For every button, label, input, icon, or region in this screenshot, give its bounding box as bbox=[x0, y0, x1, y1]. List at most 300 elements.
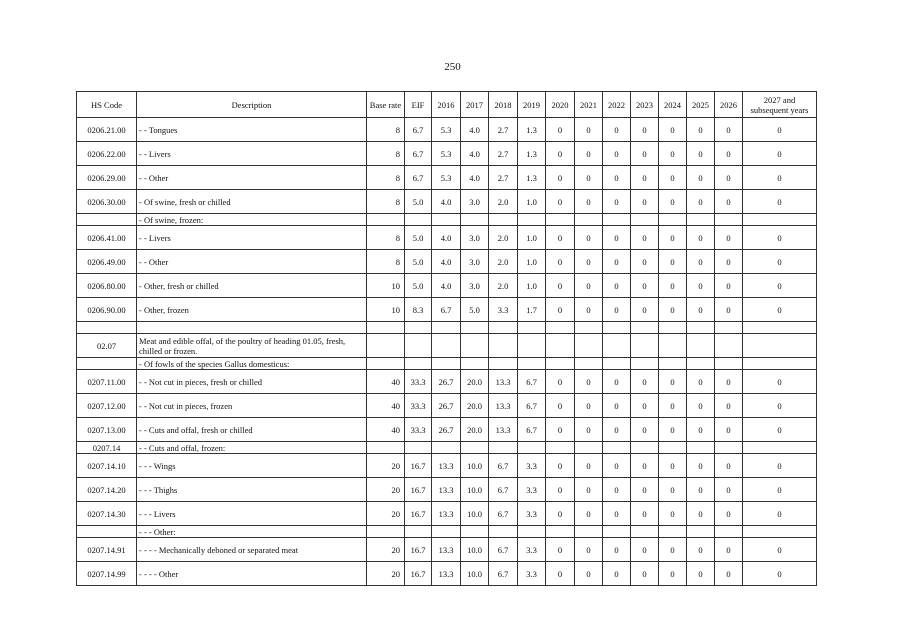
rate-cell: 0 bbox=[546, 118, 575, 142]
rate-cell: 0 bbox=[687, 274, 715, 298]
rate-cell: 0 bbox=[546, 370, 575, 394]
rate-cell: 33.3 bbox=[405, 370, 432, 394]
rate-cell: 0 bbox=[546, 250, 575, 274]
rate-cell bbox=[715, 334, 743, 358]
rate-cell: 0 bbox=[743, 142, 817, 166]
rate-cell: 0 bbox=[631, 250, 659, 274]
rate-cell: 0 bbox=[631, 370, 659, 394]
rate-cell: 0 bbox=[687, 142, 715, 166]
rate-cell: 0 bbox=[715, 118, 743, 142]
column-header: 2023 bbox=[631, 92, 659, 118]
rate-cell: 0 bbox=[631, 418, 659, 442]
column-header: 2020 bbox=[546, 92, 575, 118]
rate-cell bbox=[461, 214, 489, 226]
rate-cell: 0 bbox=[546, 394, 575, 418]
rate-cell: 0 bbox=[687, 166, 715, 190]
base-rate-cell: 20 bbox=[367, 478, 405, 502]
column-header: 2026 bbox=[715, 92, 743, 118]
rate-cell: 4.0 bbox=[461, 166, 489, 190]
base-rate-cell: 40 bbox=[367, 418, 405, 442]
rate-cell: 0 bbox=[715, 478, 743, 502]
rate-cell: 0 bbox=[659, 418, 687, 442]
table-row bbox=[77, 226, 817, 250]
rate-cell: 0 bbox=[715, 250, 743, 274]
rate-cell: 0 bbox=[743, 454, 817, 478]
rate-cell: 0 bbox=[743, 478, 817, 502]
rate-cell bbox=[546, 334, 575, 358]
rate-cell: 6.7 bbox=[489, 502, 518, 526]
rate-cell: 0 bbox=[575, 226, 603, 250]
rate-cell: 0 bbox=[687, 562, 715, 586]
rate-cell: 26.7 bbox=[432, 418, 461, 442]
rate-cell: 16.7 bbox=[405, 502, 432, 526]
rate-cell: 0 bbox=[603, 226, 631, 250]
blank-row bbox=[77, 322, 817, 334]
rate-cell: 4.0 bbox=[461, 142, 489, 166]
rate-cell: 0 bbox=[546, 454, 575, 478]
description-cell: - - - - Mechanically deboned or separated meat bbox=[137, 538, 367, 562]
rate-cell: 0 bbox=[575, 142, 603, 166]
rate-cell: 3.3 bbox=[518, 562, 546, 586]
description-cell: - - Not cut in pieces, fresh or chilled bbox=[137, 370, 367, 394]
rate-cell: 0 bbox=[575, 418, 603, 442]
rate-cell: 10.0 bbox=[461, 538, 489, 562]
rate-cell bbox=[518, 358, 546, 370]
rate-cell bbox=[743, 442, 817, 454]
page-number: 250 bbox=[444, 61, 461, 73]
rate-cell: 0 bbox=[687, 370, 715, 394]
base-rate-cell: 10 bbox=[367, 274, 405, 298]
rate-cell bbox=[743, 214, 817, 226]
rate-cell bbox=[575, 214, 603, 226]
rate-cell: 0 bbox=[575, 478, 603, 502]
description-cell: - - Cuts and offal, fresh or chilled bbox=[137, 418, 367, 442]
column-header: 2016 bbox=[432, 92, 461, 118]
rate-cell: 0 bbox=[575, 190, 603, 214]
rate-cell bbox=[603, 334, 631, 358]
base-rate-cell: 20 bbox=[367, 454, 405, 478]
description-cell: - Of swine, frozen: bbox=[137, 214, 367, 226]
rate-cell: 0 bbox=[575, 274, 603, 298]
rate-cell: 0 bbox=[743, 538, 817, 562]
table-row bbox=[77, 562, 817, 586]
rate-cell: 0 bbox=[659, 502, 687, 526]
rate-cell: 0 bbox=[631, 502, 659, 526]
rate-cell: 16.7 bbox=[405, 538, 432, 562]
rate-cell: 0 bbox=[715, 538, 743, 562]
description-cell: - Of swine, fresh or chilled bbox=[137, 190, 367, 214]
rate-cell: 0 bbox=[743, 562, 817, 586]
rate-cell: 13.3 bbox=[489, 418, 518, 442]
rate-cell: 0 bbox=[715, 166, 743, 190]
rate-cell: 0 bbox=[603, 370, 631, 394]
rate-cell bbox=[518, 526, 546, 538]
rate-cell bbox=[659, 334, 687, 358]
table-row bbox=[77, 394, 817, 418]
table-row bbox=[77, 274, 817, 298]
rate-cell: 0 bbox=[743, 250, 817, 274]
base-rate-cell: 10 bbox=[367, 298, 405, 322]
rate-cell: 13.3 bbox=[432, 502, 461, 526]
description-cell: - - - Thighs bbox=[137, 478, 367, 502]
rate-cell: 5.3 bbox=[432, 118, 461, 142]
rate-cell: 0 bbox=[659, 142, 687, 166]
table-row bbox=[77, 250, 817, 274]
rate-cell bbox=[518, 334, 546, 358]
rate-cell: 4.0 bbox=[432, 250, 461, 274]
rate-cell: 0 bbox=[546, 538, 575, 562]
hs-code-cell: 0207.14.10 bbox=[77, 454, 137, 478]
rate-cell: 0 bbox=[603, 394, 631, 418]
rate-cell: 13.3 bbox=[489, 370, 518, 394]
column-header: 2019 bbox=[518, 92, 546, 118]
rate-cell: 0 bbox=[659, 166, 687, 190]
description-cell: - - - Wings bbox=[137, 454, 367, 478]
rate-cell: 8.3 bbox=[405, 298, 432, 322]
rate-cell: 0 bbox=[546, 502, 575, 526]
rate-cell: 4.0 bbox=[432, 190, 461, 214]
hs-code-cell: 0206.22.00 bbox=[77, 142, 137, 166]
base-rate-cell bbox=[367, 334, 405, 358]
rate-cell: 0 bbox=[715, 418, 743, 442]
rate-cell: 0 bbox=[659, 118, 687, 142]
rate-cell bbox=[461, 322, 489, 334]
rate-cell: 2.7 bbox=[489, 118, 518, 142]
description-cell: - - - Livers bbox=[137, 502, 367, 526]
base-rate-cell: 40 bbox=[367, 394, 405, 418]
rate-cell bbox=[575, 442, 603, 454]
rate-cell: 0 bbox=[631, 190, 659, 214]
hs-code-cell: 02.07 bbox=[77, 334, 137, 358]
rate-cell: 0 bbox=[687, 298, 715, 322]
rate-cell bbox=[518, 322, 546, 334]
rate-cell: 0 bbox=[743, 190, 817, 214]
table-row bbox=[77, 454, 817, 478]
rate-cell: 6.7 bbox=[405, 166, 432, 190]
rate-cell bbox=[603, 358, 631, 370]
hs-code-cell: 0207.14.99 bbox=[77, 562, 137, 586]
rate-cell: 3.3 bbox=[518, 454, 546, 478]
rate-cell: 10.0 bbox=[461, 502, 489, 526]
rate-cell bbox=[432, 322, 461, 334]
rate-cell bbox=[687, 358, 715, 370]
column-header: 2022 bbox=[603, 92, 631, 118]
column-header: Base rate bbox=[367, 92, 405, 118]
rate-cell: 0 bbox=[659, 226, 687, 250]
rate-cell: 0 bbox=[659, 538, 687, 562]
rate-cell: 0 bbox=[715, 274, 743, 298]
rate-cell: 0 bbox=[603, 478, 631, 502]
rate-cell: 16.7 bbox=[405, 562, 432, 586]
table-row bbox=[77, 370, 817, 394]
rate-cell: 0 bbox=[743, 118, 817, 142]
rate-cell: 0 bbox=[631, 454, 659, 478]
rate-cell: 0 bbox=[715, 190, 743, 214]
rate-cell: 3.0 bbox=[461, 226, 489, 250]
rate-cell: 0 bbox=[603, 298, 631, 322]
table-row bbox=[77, 538, 817, 562]
rate-cell: 5.3 bbox=[432, 142, 461, 166]
column-header: 2018 bbox=[489, 92, 518, 118]
rate-cell: 33.3 bbox=[405, 394, 432, 418]
rate-cell: 3.0 bbox=[461, 250, 489, 274]
rate-cell: 2.7 bbox=[489, 142, 518, 166]
rate-cell: 0 bbox=[546, 190, 575, 214]
rate-cell: 0 bbox=[575, 502, 603, 526]
rate-cell bbox=[489, 334, 518, 358]
rate-cell bbox=[575, 358, 603, 370]
column-header: 2021 bbox=[575, 92, 603, 118]
rate-cell: 6.7 bbox=[489, 562, 518, 586]
column-header: 2024 bbox=[659, 92, 687, 118]
rate-cell bbox=[489, 214, 518, 226]
rate-cell bbox=[405, 334, 432, 358]
rate-cell bbox=[715, 442, 743, 454]
table-row bbox=[77, 142, 817, 166]
rate-cell: 0 bbox=[575, 562, 603, 586]
rate-cell: 3.3 bbox=[518, 538, 546, 562]
rate-cell: 33.3 bbox=[405, 418, 432, 442]
rate-cell: 2.7 bbox=[489, 166, 518, 190]
rate-cell bbox=[603, 214, 631, 226]
rate-cell bbox=[489, 442, 518, 454]
rate-cell: 0 bbox=[631, 142, 659, 166]
rate-cell: 0 bbox=[546, 226, 575, 250]
rate-cell: 0 bbox=[743, 394, 817, 418]
rate-cell bbox=[631, 334, 659, 358]
rate-cell bbox=[461, 358, 489, 370]
rate-cell bbox=[603, 322, 631, 334]
rate-cell: 1.3 bbox=[518, 142, 546, 166]
rate-cell bbox=[687, 322, 715, 334]
heading-row bbox=[77, 358, 817, 370]
base-rate-cell: 20 bbox=[367, 562, 405, 586]
rate-cell: 2.0 bbox=[489, 226, 518, 250]
tariff-schedule-table bbox=[76, 91, 817, 586]
rate-cell bbox=[687, 442, 715, 454]
table-row bbox=[77, 502, 817, 526]
rate-cell bbox=[687, 526, 715, 538]
rate-cell: 0 bbox=[687, 478, 715, 502]
rate-cell: 5.3 bbox=[432, 166, 461, 190]
base-rate-cell: 8 bbox=[367, 226, 405, 250]
description-cell: - Other, fresh or chilled bbox=[137, 274, 367, 298]
rate-cell: 0 bbox=[603, 190, 631, 214]
rate-cell: 0 bbox=[575, 538, 603, 562]
rate-cell bbox=[546, 358, 575, 370]
rate-cell bbox=[603, 526, 631, 538]
rate-cell: 6.7 bbox=[489, 538, 518, 562]
rate-cell: 0 bbox=[659, 274, 687, 298]
base-rate-cell bbox=[367, 442, 405, 454]
rate-cell bbox=[631, 322, 659, 334]
rate-cell: 0 bbox=[715, 226, 743, 250]
hs-code-cell: 0206.80.00 bbox=[77, 274, 137, 298]
rate-cell: 0 bbox=[659, 190, 687, 214]
rate-cell bbox=[461, 334, 489, 358]
description-cell: - - Other bbox=[137, 166, 367, 190]
rate-cell: 0 bbox=[575, 250, 603, 274]
rate-cell: 0 bbox=[603, 562, 631, 586]
rate-cell: 0 bbox=[715, 298, 743, 322]
rate-cell bbox=[546, 214, 575, 226]
table-row bbox=[77, 190, 817, 214]
base-rate-cell bbox=[367, 358, 405, 370]
rate-cell: 0 bbox=[659, 562, 687, 586]
description-cell: - - Livers bbox=[137, 142, 367, 166]
rate-cell: 4.0 bbox=[432, 274, 461, 298]
rate-cell: 0 bbox=[687, 190, 715, 214]
rate-cell: 4.0 bbox=[432, 226, 461, 250]
rate-cell: 5.0 bbox=[405, 250, 432, 274]
rate-cell: 1.0 bbox=[518, 190, 546, 214]
hs-code-cell: 0207.14.20 bbox=[77, 478, 137, 502]
rate-cell: 3.0 bbox=[461, 190, 489, 214]
rate-cell: 0 bbox=[603, 274, 631, 298]
description-cell: - - Tongues bbox=[137, 118, 367, 142]
rate-cell bbox=[489, 322, 518, 334]
hs-code-cell: 0207.14 bbox=[77, 442, 137, 454]
hs-code-cell bbox=[77, 322, 137, 334]
column-header: 2017 bbox=[461, 92, 489, 118]
rate-cell bbox=[432, 214, 461, 226]
hs-code-cell bbox=[77, 214, 137, 226]
rate-cell: 0 bbox=[743, 418, 817, 442]
rate-cell bbox=[461, 442, 489, 454]
rate-cell: 0 bbox=[659, 478, 687, 502]
rate-cell bbox=[518, 442, 546, 454]
rate-cell bbox=[405, 358, 432, 370]
rate-cell: 0 bbox=[687, 418, 715, 442]
rate-cell bbox=[546, 442, 575, 454]
table-header-row bbox=[77, 92, 817, 118]
rate-cell: 2.0 bbox=[489, 190, 518, 214]
column-header: EIF bbox=[405, 92, 432, 118]
rate-cell: 13.3 bbox=[432, 538, 461, 562]
rate-cell bbox=[546, 322, 575, 334]
rate-cell bbox=[715, 358, 743, 370]
rate-cell bbox=[743, 358, 817, 370]
rate-cell: 1.7 bbox=[518, 298, 546, 322]
rate-cell bbox=[743, 334, 817, 358]
rate-cell bbox=[518, 214, 546, 226]
rate-cell: 6.7 bbox=[489, 454, 518, 478]
rate-cell bbox=[432, 358, 461, 370]
rate-cell bbox=[631, 358, 659, 370]
rate-cell bbox=[687, 334, 715, 358]
rate-cell: 6.7 bbox=[405, 142, 432, 166]
rate-cell: 0 bbox=[575, 166, 603, 190]
rate-cell: 13.3 bbox=[432, 478, 461, 502]
rate-cell: 10.0 bbox=[461, 562, 489, 586]
rate-cell: 0 bbox=[715, 502, 743, 526]
rate-cell: 0 bbox=[659, 394, 687, 418]
rate-cell bbox=[715, 526, 743, 538]
rate-cell: 0 bbox=[575, 370, 603, 394]
rate-cell bbox=[659, 442, 687, 454]
rate-cell: 20.0 bbox=[461, 394, 489, 418]
rate-cell: 16.7 bbox=[405, 478, 432, 502]
rate-cell: 6.7 bbox=[518, 370, 546, 394]
base-rate-cell: 8 bbox=[367, 250, 405, 274]
rate-cell: 5.0 bbox=[405, 226, 432, 250]
rate-cell: 4.0 bbox=[461, 118, 489, 142]
rate-cell: 0 bbox=[715, 562, 743, 586]
rate-cell: 1.0 bbox=[518, 250, 546, 274]
rate-cell bbox=[461, 526, 489, 538]
rate-cell: 0 bbox=[631, 166, 659, 190]
rate-cell bbox=[432, 442, 461, 454]
rate-cell: 0 bbox=[603, 118, 631, 142]
rate-cell bbox=[489, 358, 518, 370]
column-header: 2025 bbox=[687, 92, 715, 118]
hs-code-cell: 0206.41.00 bbox=[77, 226, 137, 250]
base-rate-cell: 40 bbox=[367, 370, 405, 394]
table-row bbox=[77, 118, 817, 142]
rate-cell: 0 bbox=[546, 166, 575, 190]
rate-cell: 0 bbox=[743, 274, 817, 298]
heading-row bbox=[77, 334, 817, 358]
hs-code-cell: 0206.29.00 bbox=[77, 166, 137, 190]
rate-cell: 5.0 bbox=[405, 274, 432, 298]
rate-cell bbox=[659, 214, 687, 226]
rate-cell: 0 bbox=[631, 394, 659, 418]
rate-cell: 6.7 bbox=[518, 394, 546, 418]
description-cell: - - Livers bbox=[137, 226, 367, 250]
base-rate-cell: 20 bbox=[367, 538, 405, 562]
rate-cell bbox=[687, 214, 715, 226]
base-rate-cell: 20 bbox=[367, 502, 405, 526]
rate-cell: 0 bbox=[575, 454, 603, 478]
description-cell: - - Other bbox=[137, 250, 367, 274]
hs-code-cell: 0206.21.00 bbox=[77, 118, 137, 142]
rate-cell: 0 bbox=[546, 274, 575, 298]
rate-cell: 20.0 bbox=[461, 370, 489, 394]
column-header: HS Code bbox=[77, 92, 137, 118]
rate-cell: 0 bbox=[631, 298, 659, 322]
rate-cell bbox=[659, 526, 687, 538]
rate-cell: 5.0 bbox=[461, 298, 489, 322]
rate-cell: 0 bbox=[575, 118, 603, 142]
hs-code-cell: 0207.14.91 bbox=[77, 538, 137, 562]
rate-cell: 0 bbox=[743, 298, 817, 322]
rate-cell bbox=[715, 322, 743, 334]
rate-cell: 0 bbox=[743, 502, 817, 526]
rate-cell bbox=[659, 358, 687, 370]
table-row bbox=[77, 298, 817, 322]
rate-cell: 0 bbox=[546, 478, 575, 502]
rate-cell: 0 bbox=[659, 250, 687, 274]
rate-cell: 0 bbox=[659, 298, 687, 322]
rate-cell: 13.3 bbox=[432, 562, 461, 586]
rate-cell: 0 bbox=[715, 142, 743, 166]
hs-code-cell: 0207.13.00 bbox=[77, 418, 137, 442]
rate-cell: 0 bbox=[631, 562, 659, 586]
rate-cell: 6.7 bbox=[405, 118, 432, 142]
heading-row bbox=[77, 214, 817, 226]
base-rate-cell bbox=[367, 214, 405, 226]
rate-cell: 16.7 bbox=[405, 454, 432, 478]
rate-cell: 0 bbox=[687, 394, 715, 418]
rate-cell: 0 bbox=[659, 454, 687, 478]
rate-cell: 0 bbox=[743, 226, 817, 250]
rate-cell bbox=[405, 526, 432, 538]
rate-cell bbox=[432, 526, 461, 538]
rate-cell: 5.0 bbox=[405, 190, 432, 214]
rate-cell: 6.7 bbox=[489, 478, 518, 502]
rate-cell: 0 bbox=[687, 118, 715, 142]
rate-cell: 1.3 bbox=[518, 118, 546, 142]
